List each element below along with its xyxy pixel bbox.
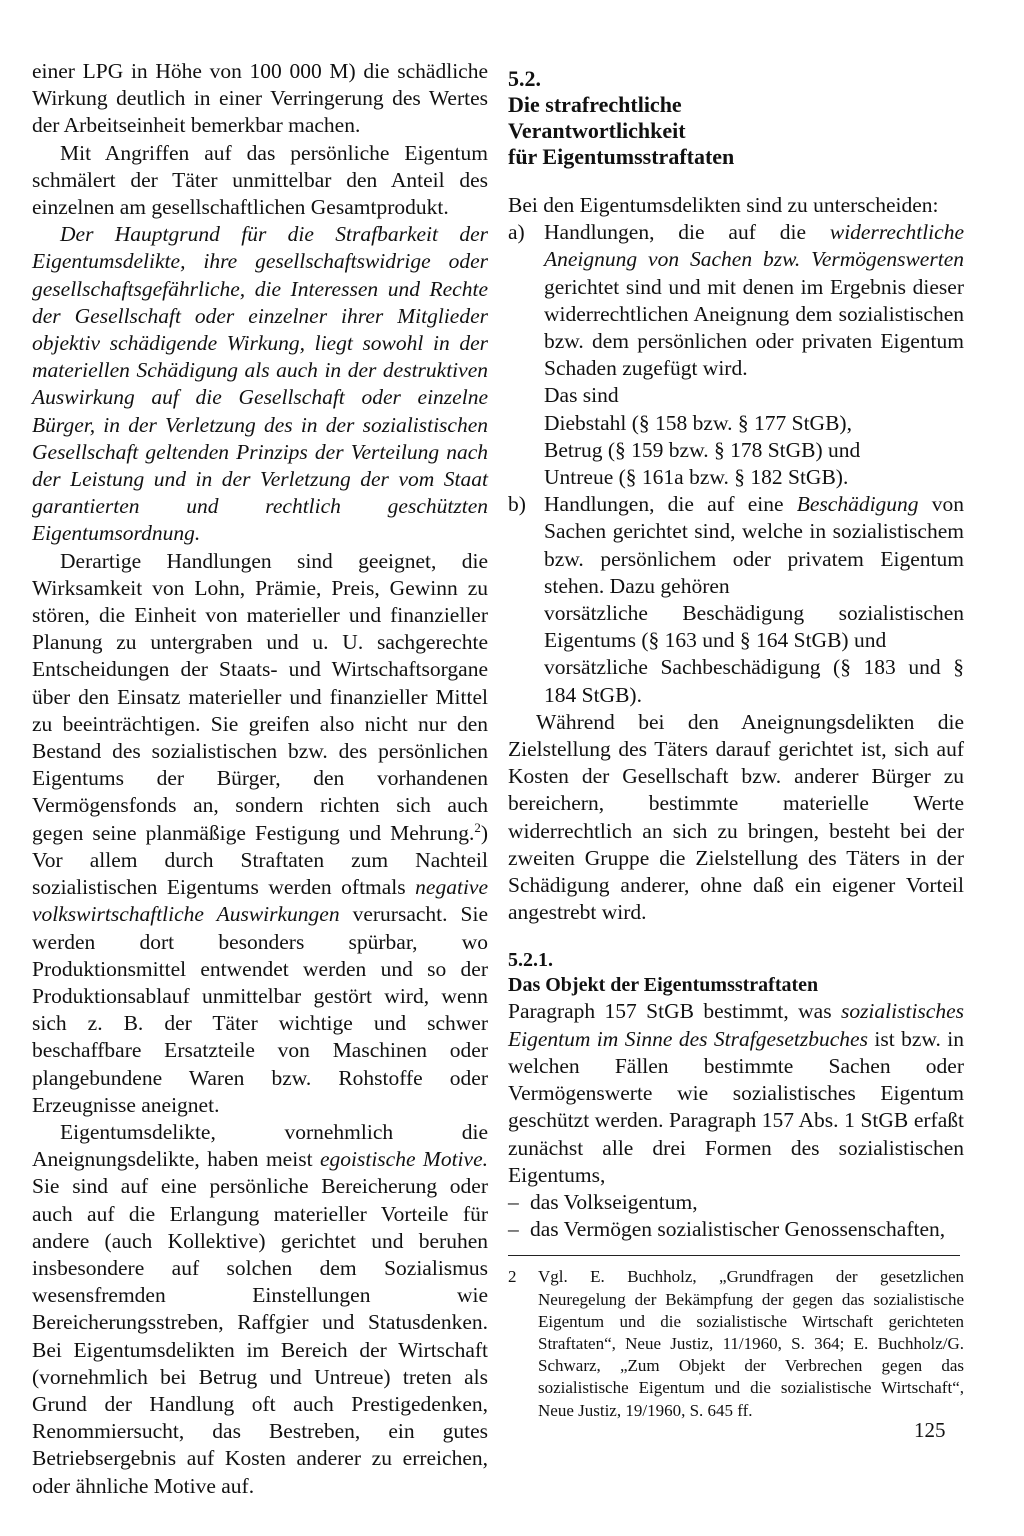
footnote-divider [508,1255,960,1256]
list-text: Untreue (§ 161a bzw. § 182 StGB). [544,465,849,490]
subsection-number: 5.2.1. [508,949,553,972]
paragraph: Eigentumsdelikte, vornehmlich die Aneignungsdelikte, haben meist egoistische Motive. Sie sind auf eine persönliche Bereicherung oder auch auf die Erlangung materieller Vorteile für andere (auch Kollektive) gerichtet und beruhen insbesondere auf solchen dem Sozialismus wesensfremden Einstellungen wie Bereicherungsstreben, Raffgier und Statusdenken. Bei Eigentumsdelikten im Bereich der Wirtschaft (vornehmlich bei Betrug und Untreue) treten als Grund der Handlung oft auch Prestigedenken, Renommiersucht, das Bestreben, ein gutes Betriebsergebnis auf Kosten anderer zu erreichen, oder ähnliche Motive auf. [32,1119,488,1498]
paragraph: Mit Angriffen auf das persönliche Eigentum schmälert der Täter unmittelbar den Anteil des einzelnen am gesellschaftlichen Gesamtprodukt. [32,140,488,220]
italic-text: Der Hauptgrund für die Strafbarkeit der Eigentumsdelikte, ihre gesellschaftswidrige oder gesellschaftsgefährliche, die Interessen und Rechte der Gesellschaft oder einzelner ihrer Mitglieder objektiv schädigende Wirkung, liegt sowohl in der materiellen Schädigung als auch in der destruktiven Auswirkung auf die Gesellschaft oder einzelne Bürger, in der Verletzung des in der sozialistischen Gesellschaft geltenden Prinzips der Verteilung nach der Leistung und in der Verletzung der vom Staat garantierten und rechtlich geschützten Eigentumsordnung. [32,222,488,546]
left-column [32,58,488,1500]
list-item-a [508,219,964,491]
dash-marker: – [508,1189,519,1214]
italic-text: sozialistisches Eigentum im Sinne des Strafgesetzbuches [508,999,964,1051]
list-text: Diebstahl (§ 158 bzw. § 177 StGB), [544,410,852,435]
footnote-marker: 2 [508,1267,517,1287]
italic-text: widerrechtliche Aneignung von Sachen bzw. Vermögenswerten [544,220,964,272]
italic-text: Beschädigung [796,492,919,517]
list-text: Handlungen, die auf eine Beschädigung von Sachen gerichtet sind, welche in sozialistischem bzw. persönlichem oder privatem Eigentum stehen. Dazu gehören [544,492,964,598]
footnote [508,1266,964,1421]
list-text: Handlungen, die auf die widerrechtliche Aneignung von Sachen bzw. Vermögenswerten gerichtet sind und mit denen im Ergebnis dieser widerrechtlichen Aneignung dem sozialistischen bzw. dem persönlichen oder privaten Eigentum Schaden zugefügt wird. [544,220,964,381]
list-text: vorsätzliche Beschädigung sozialistischen Eigentums (§ 163 und § 164 StGB) und [544,601,964,653]
list-text: Betrug (§ 159 bzw. § 178 StGB) und [544,437,861,462]
list-text: Das sind [544,383,619,408]
footnote-text: Vgl. E. Buchholz, „Grundfragen der gesetzlichen Neuregelung der Bekämpfung der gegen das sozialistische Eigentum und die sozialistische Wirtschaft gerichteten Straftaten“, Neue Justiz, 11/1960, S. 364; E. Buchholz/G. Schwarz, „Zum Objekt der Verbrechen gegen das sozialistische Eigentum und die sozialistische Wirtschaft“, Neue Justiz, 19/1960, S. 645 ff. [538,1267,964,1420]
list-text: das Vermögen sozialistischer Genossenschaften, [530,1217,946,1242]
page-number: 125 [914,1418,946,1442]
subsection-title: Das Objekt der Eigentumsstraftaten [508,974,819,997]
footnote-reference[interactable]: 2 [474,819,481,835]
paragraph-italic [32,221,488,547]
list-marker: b) [508,492,526,517]
dash-list-item [508,1216,964,1243]
list-text: vorsätzliche Sachbeschädigung (§ 183 und § 184 StGB). [544,655,964,707]
paragraph: Derartige Handlungen sind geeignet, die Wirksamkeit von Lohn, Prämie, Preis, Gewinn zu stören, die Einheit von materieller und finanzieller Planung zu untergraben und u. U. sachgerechte Entscheidungen der Staats- und Wirtschaftsorgane über den Einsatz materieller und finanzieller Mittel zu beeinträchtigen. Sie greifen also nicht nur den Bestand des sozialistischen bzw. des persönlichen Eigentums der Bürger, den vorhandenen Vermögensfonds an, sondern richten sich auch gegen seine planmäßige Festigung und Mehrung.$^2$) Vor allem durch Straftaten zum Nachteil sozialistischen Eigentums werden oftmals negative volkswirtschaftliche Auswirkungen verursacht. Sie werden dort besonders spürbar, wo Produktionsmittel entwendet werden und so der Produktionsablauf unmittelbar gestört wird, wenn sich z. B. der Täter wichtige und schwer beschaffbare Ersatzteile von Maschinen oder plangebundene Waren bzw. Rohstoffe oder Erzeugnisse aneignet. [32,548,488,1117]
section-title: Die strafrechtliche Verantwortlichkeit für Eigentumsstraftaten [508,92,735,169]
section-number: 5.2. [508,66,541,91]
intro-paragraph: Bei den Eigentumsdelikten sind zu unterscheiden: [508,193,939,217]
italic-text: egoistische Motive. [319,1147,488,1172]
list-text: das Volkseigentum, [530,1189,698,1214]
right-column [508,58,964,1422]
italic-text: negative volkswirtschaftliche Auswirkungen [32,875,488,927]
paragraph: Während bei den Aneignungsdelikten die Zielstellung des Täters darauf gerichtet ist, sich auf Kosten der Gesellschaft bzw. anderer Bürger zu bereichern, bestimmte materielle Werte widerrechtlich an sich zu bringen, besteht bei der zweiten Gruppe die Zielstellung des Täters in der Schädigung anderer, ohne daß ein eigener Vorteil angestrebt wird. [508,709,964,925]
paragraph: einer LPG in Höhe von 100 000 M) die schädliche Wirkung deutlich in einer Verringerung des Wertes der Arbeitseinheit bemerkbar machen. [32,59,488,138]
list-marker: a) [508,220,525,245]
list-item-b [508,491,964,709]
paragraph: Paragraph 157 StGB bestimmt, was sozialistisches Eigentum im Sinne des Strafgesetzbuches ist bzw. in welchen Fällen bestimmte Sachen oder Vermögenswerte wie sozialistisches Eigentum geschützt werden. Paragraph 157 Abs. 1 StGB erfaßt zunächst alle drei Formen des sozialistischen Eigentums, [508,999,964,1187]
dash-list-item [508,1189,964,1216]
dash-marker: – [508,1217,519,1242]
